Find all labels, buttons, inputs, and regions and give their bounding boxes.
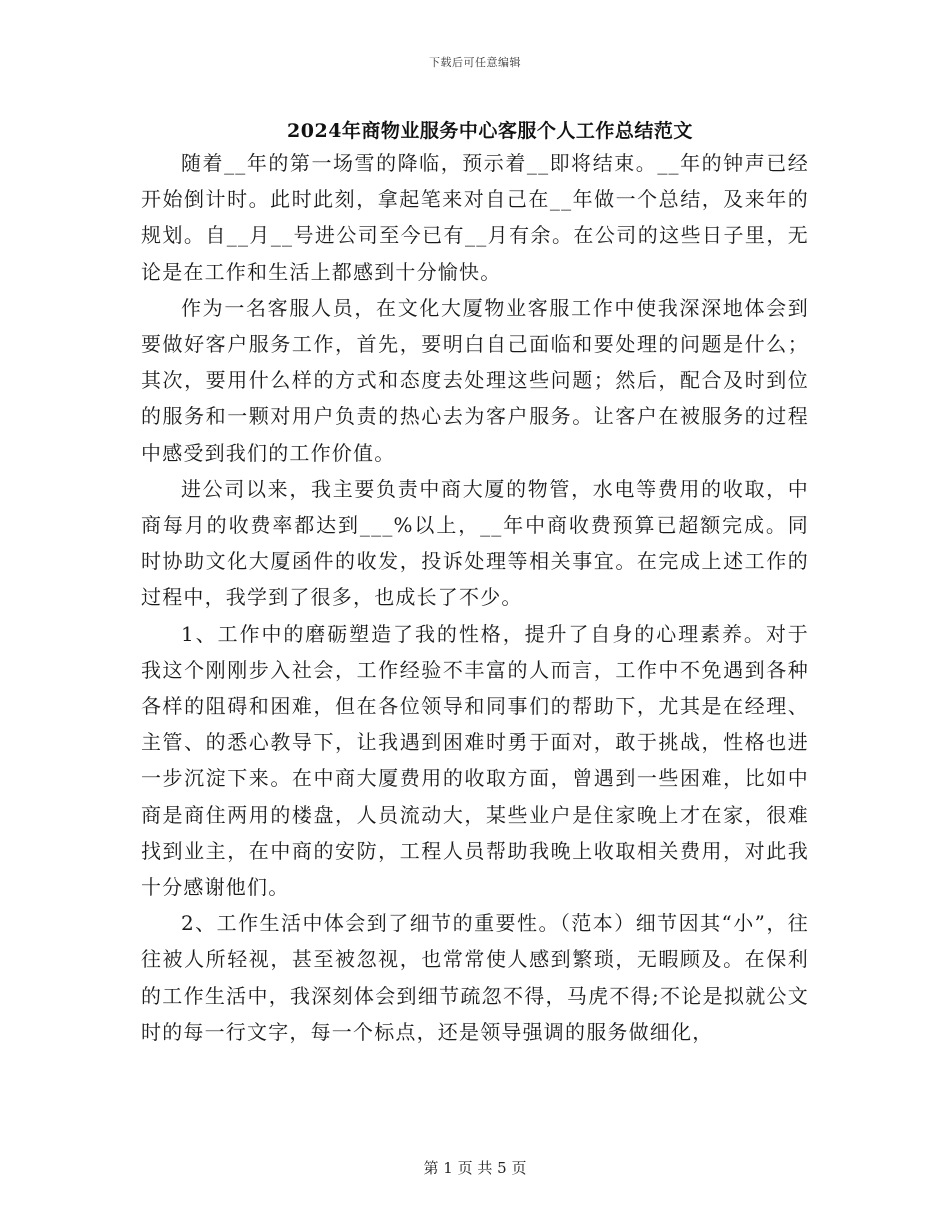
- paragraph-point-2: 2、工作生活中体会到了细节的重要性。（范本）细节因其“小”，往往被人所轻视，甚至被忽视，也常常使人感到繁琐，无暇顾及。在保利的工作生活中，我深刻体会到细节疏忽不得，马虎不得;不论是拟就公文时的每一行文字，每一个标点，还是领导强调的服务做细化，: [141, 911, 809, 1044]
- document-body: [141, 145, 809, 1050]
- paragraph-duties: 进公司以来，我主要负责中商大厦的物管，水电等费用的收取，中商每月的收费率都达到___%以上，__年中商收费预算已超额完成。同时协助文化大厦函件的收发，投诉处理等相关事宜。在完成上述工作的过程中，我学到了很多，也成长了不少。: [141, 476, 809, 610]
- page-number: 第 1 页 共 5 页: [423, 1159, 527, 1177]
- paragraph-point-1: 1、工作中的磨砺塑造了我的性格，提升了自身的心理素养。对于我这个刚刚步入社会，工作经验不丰富的人而言，工作中不免遇到各种各样的阻碍和困难，但在各位领导和同事们的帮助下，尤其是在经理、主管、的悉心教导下，让我遇到困难时勇于面对，敢于挑战，性格也进一步沉淀下来。在中商大厦费用的收取方面，曾遇到一些困难，比如中商是商住两用的楼盘，人员流动大，某些业户是住家晚上才在家，很难找到业主，在中商的安防，工程人员帮助我晚上收取相关费用，对此我十分感谢他们。: [141, 621, 809, 900]
- paragraph-role: 作为一名客服人员，在文化大厦物业客服工作中使我深深地体会到要做好客户服务工作，首先，要明白自己面临和要处理的问题是什么；其次，要用什么样的方式和态度去处理这些问题；然后，配合及时到位的服务和一颗对用户负责的热心去为客户服务。让客户在被服务的过程中感受到我们的工作价值。: [141, 295, 809, 465]
- document-title: 2024年商物业服务中心客服个人工作总结范文: [287, 120, 693, 142]
- paragraph-intro: 随着__年的第一场雪的降临，预示着__即将结束。__年的钟声已经开始倒计时。此时此刻，拿起笔来对自己在__年做一个总结，及来年的规划。自__月__号进公司至今已有__月有余。在公司的这些日子里，无论是在工作和生活上都感到十分愉快。: [141, 151, 809, 284]
- page-header-note: 下载后可任意编辑: [429, 56, 521, 69]
